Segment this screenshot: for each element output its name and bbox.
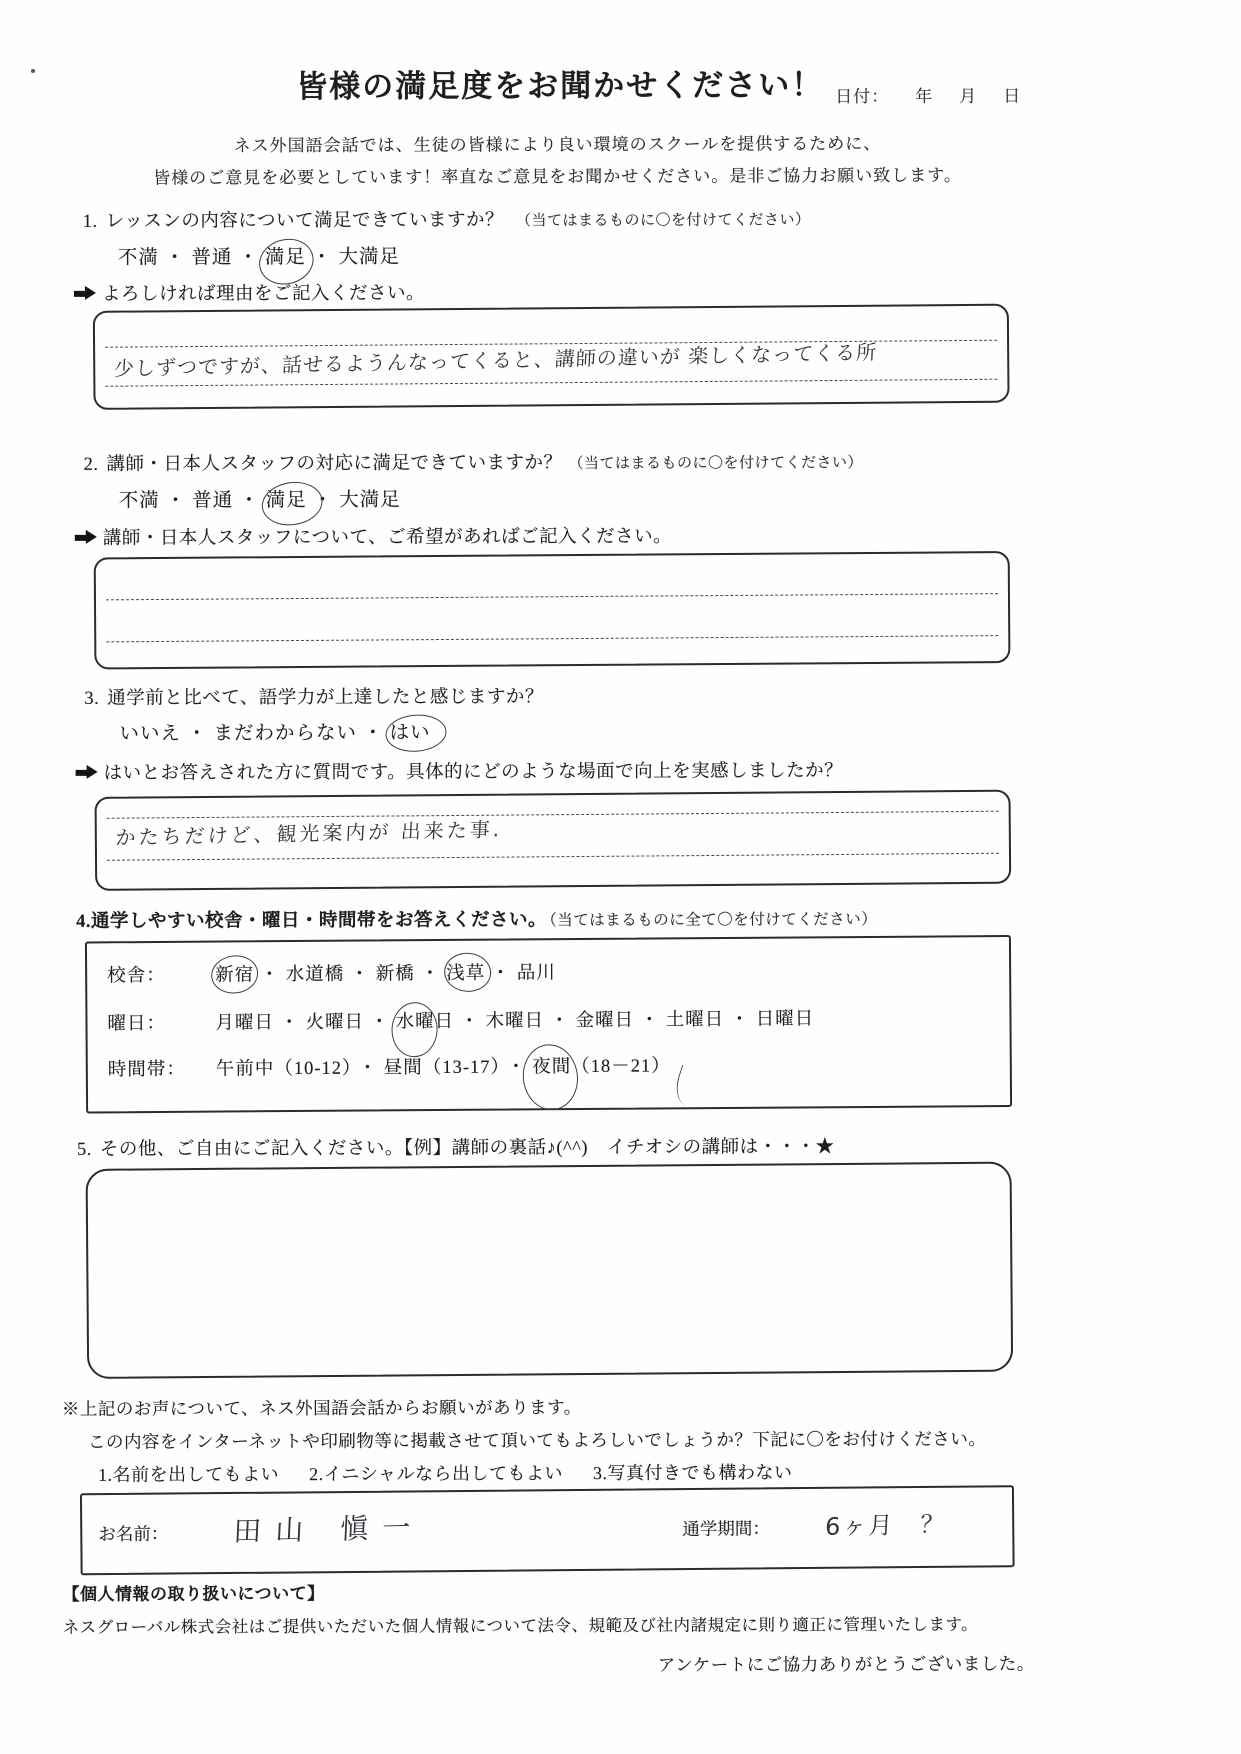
q3-option: いいえ (119, 723, 182, 745)
q2-option: 不満 (118, 490, 160, 512)
campus-option: 水道橋 (285, 964, 345, 986)
day-option: 日曜日 (755, 1009, 815, 1030)
q4-time-row: 時間帯： 午前中（10-12） ・ 昼間（13-17） ・ 夜間（18－21） (108, 1051, 671, 1081)
consent-option: 3.写真付きでも構わない (592, 1462, 793, 1484)
name-label: お名前： (98, 1523, 169, 1545)
ruled-line (106, 635, 998, 642)
q1-handwritten-answer: 少しずつですが、話せるようんなってくると、講師の違いが 楽しくなってくる所 (113, 339, 878, 381)
q3-number: 3. (84, 688, 100, 709)
time-selected: 夜間 (532, 1052, 571, 1078)
day-option: 月曜日 (215, 1013, 275, 1034)
date-day-label: 日 (1003, 86, 1022, 106)
day-option: 金曜日 (575, 1010, 635, 1032)
q4-hint: （当てはまるものに全て〇を付けてください） (549, 911, 878, 930)
campus-selected: 新宿 (215, 960, 254, 986)
period-handwritten-value: 6ヶ月 ？ (824, 1510, 948, 1541)
q4-table (85, 935, 1012, 1113)
date-field (835, 82, 1021, 108)
q2-option: 大満足 (339, 489, 401, 511)
q2-hint: （当てはまるものに〇を付けてください） (568, 455, 863, 473)
q3-selected-option: はい (390, 717, 431, 745)
consent-option: 2.イニシャルなら出してもよい (309, 1463, 564, 1485)
day-option: 木曜日 (485, 1011, 545, 1032)
ruled-line (105, 379, 997, 387)
consent-note: ※上記のお声について、ネス外国語会話からお願いがあります。 (61, 1397, 582, 1419)
privacy-text: ネスグローバル株式会社はご提供いただいた個人情報について法令、規範及び社内諸規定に則り適正に管理いたします。 (62, 1614, 979, 1637)
q5-answer-box (86, 1162, 1014, 1379)
q1-number: 1. (82, 211, 98, 232)
ruled-line (106, 593, 998, 600)
q1-options: 不満 ・ 普通 ・ 満足 ・ 大満足 (118, 241, 400, 270)
time-label: 時間帯： (107, 1059, 186, 1081)
intro-line-2: 皆様のご意見を必要としています！率直なご意見をお聞かせください。是非ご協力お願い致します。 (153, 165, 962, 188)
q1-option: 不満 (117, 247, 159, 269)
q3-answer-box (95, 790, 1012, 891)
q3-option: まだわからない (213, 722, 358, 745)
thanks-text: アンケートにご協力ありがとうございました。 (657, 1653, 1035, 1675)
day-option: 火曜日 (305, 1012, 365, 1033)
q2-followup-prompt: 講師・日本人スタッフについて、ご希望があればご記入ください。 (75, 522, 672, 550)
pen-stroke (671, 1065, 704, 1108)
campus-option: 新橋 (375, 964, 415, 985)
q3-options: いいえ ・ まだわからない ・ はい (119, 717, 430, 746)
q2-answer-box (94, 551, 1011, 669)
consent-option: 1.名前を出してもよい (98, 1464, 280, 1485)
day-option: 土曜日 (665, 1010, 725, 1031)
page-title: 皆様の満足度をお聞かせください！ (296, 67, 825, 105)
q3-question: 3. 通学前と比べて、語学力が上達したと感じますか？ (84, 687, 544, 709)
arrow-right-icon (75, 530, 98, 544)
arrow-right-icon (74, 286, 97, 300)
campus-selected: 浅草 (446, 959, 485, 985)
arrow-right-icon (76, 765, 99, 779)
q2-option: 普通 (192, 490, 234, 512)
q5-number: 5. (76, 1139, 92, 1160)
q1-selected-option: 満足 (265, 241, 306, 269)
time-option: 午前中 (215, 1059, 275, 1080)
q1-hint: （当てはまるものに〇を付けてください） (516, 212, 811, 230)
time-option-hours: （18－21） (571, 1056, 671, 1078)
q5-question: 5. その他、ご自由にご記入ください。【例】講師の裏話♪(^^) イチオシの講師は・・・★ (76, 1137, 835, 1160)
day-label: 曜日： (107, 1013, 167, 1035)
time-option-hours: （13-17） (422, 1057, 501, 1079)
q4-campus-row: 校舎： 新宿 ・ 水道橋 ・ 新橋 ・ 浅草 ・ 品川 (107, 958, 556, 987)
q1-option: 大満足 (338, 246, 400, 268)
q1-answer-box (93, 304, 1010, 410)
q4-day-row: 曜日： 月曜日 ・ 火曜日 ・ 水曜日 ・ 木曜日 ・ 金曜日 ・ 土曜日 ・ 日曜日 (107, 1004, 814, 1035)
day-selected: 水曜 (395, 1007, 434, 1033)
q3-handwritten-answer: かたちだけど、観光案内が 出来た事. (114, 817, 503, 850)
q2-question: 2. 講師・日本人スタッフの対応に満足できていますか？ （当てはまるものに〇を付けてください） (83, 453, 863, 475)
consent-question: この内容をインターネットや印刷物等に掲載させて頂いてもよろしいでしょうか？下記に〇をお付けください。 (87, 1428, 987, 1452)
name-handwritten-value: 田山 愼一 (232, 1510, 425, 1549)
q2-options: 不満 ・ 普通 ・ 満足 ・ 大満足 (119, 484, 401, 513)
q4-number: 4. (76, 911, 92, 932)
consent-options (98, 1458, 793, 1486)
day-selected-suffix: 日 (434, 1011, 455, 1033)
q2-number: 2. (83, 454, 99, 475)
q1-option: 普通 (191, 247, 233, 269)
q3-followup-prompt: はいとお答えされた方に質問です。具体的にどのような場面で向上を実感しましたか？ (76, 756, 844, 785)
signature-box (80, 1485, 1015, 1575)
date-label: 日付： (835, 87, 890, 107)
q5-example: 【例】講師の裏話♪(^^) イチオシの講師は・・・★ (403, 1137, 835, 1159)
ruled-line (107, 853, 999, 861)
q1-question: 1. レッスンの内容について満足できていますか？ （当てはまるものに〇を付けてください） (82, 210, 811, 232)
time-option: 昼間 (383, 1058, 423, 1079)
q2-selected-option: 満足 (266, 484, 307, 512)
period-label: 通学期間： (682, 1518, 770, 1540)
ruled-line (107, 811, 999, 819)
intro-line-1: ネス外国語会話では、生徒の皆様により良い環境のスクールを提供するために、 (233, 134, 882, 156)
q1-followup-prompt: よろしければ理由をご記入ください。 (74, 279, 425, 306)
date-month-label: 月 (959, 86, 978, 106)
campus-label: 校舎： (107, 965, 166, 987)
campus-option: 品川 (516, 963, 556, 984)
privacy-title: 【個人情報の取り扱いについて】 (62, 1584, 325, 1604)
date-year-label: 年 (915, 86, 934, 106)
time-option-hours: （10-12） (274, 1058, 353, 1080)
q4-question: 4.通学しやすい校舎・曜日・時間帯をお答えください。 （当てはまるものに全て〇を付けてください） (76, 910, 878, 932)
